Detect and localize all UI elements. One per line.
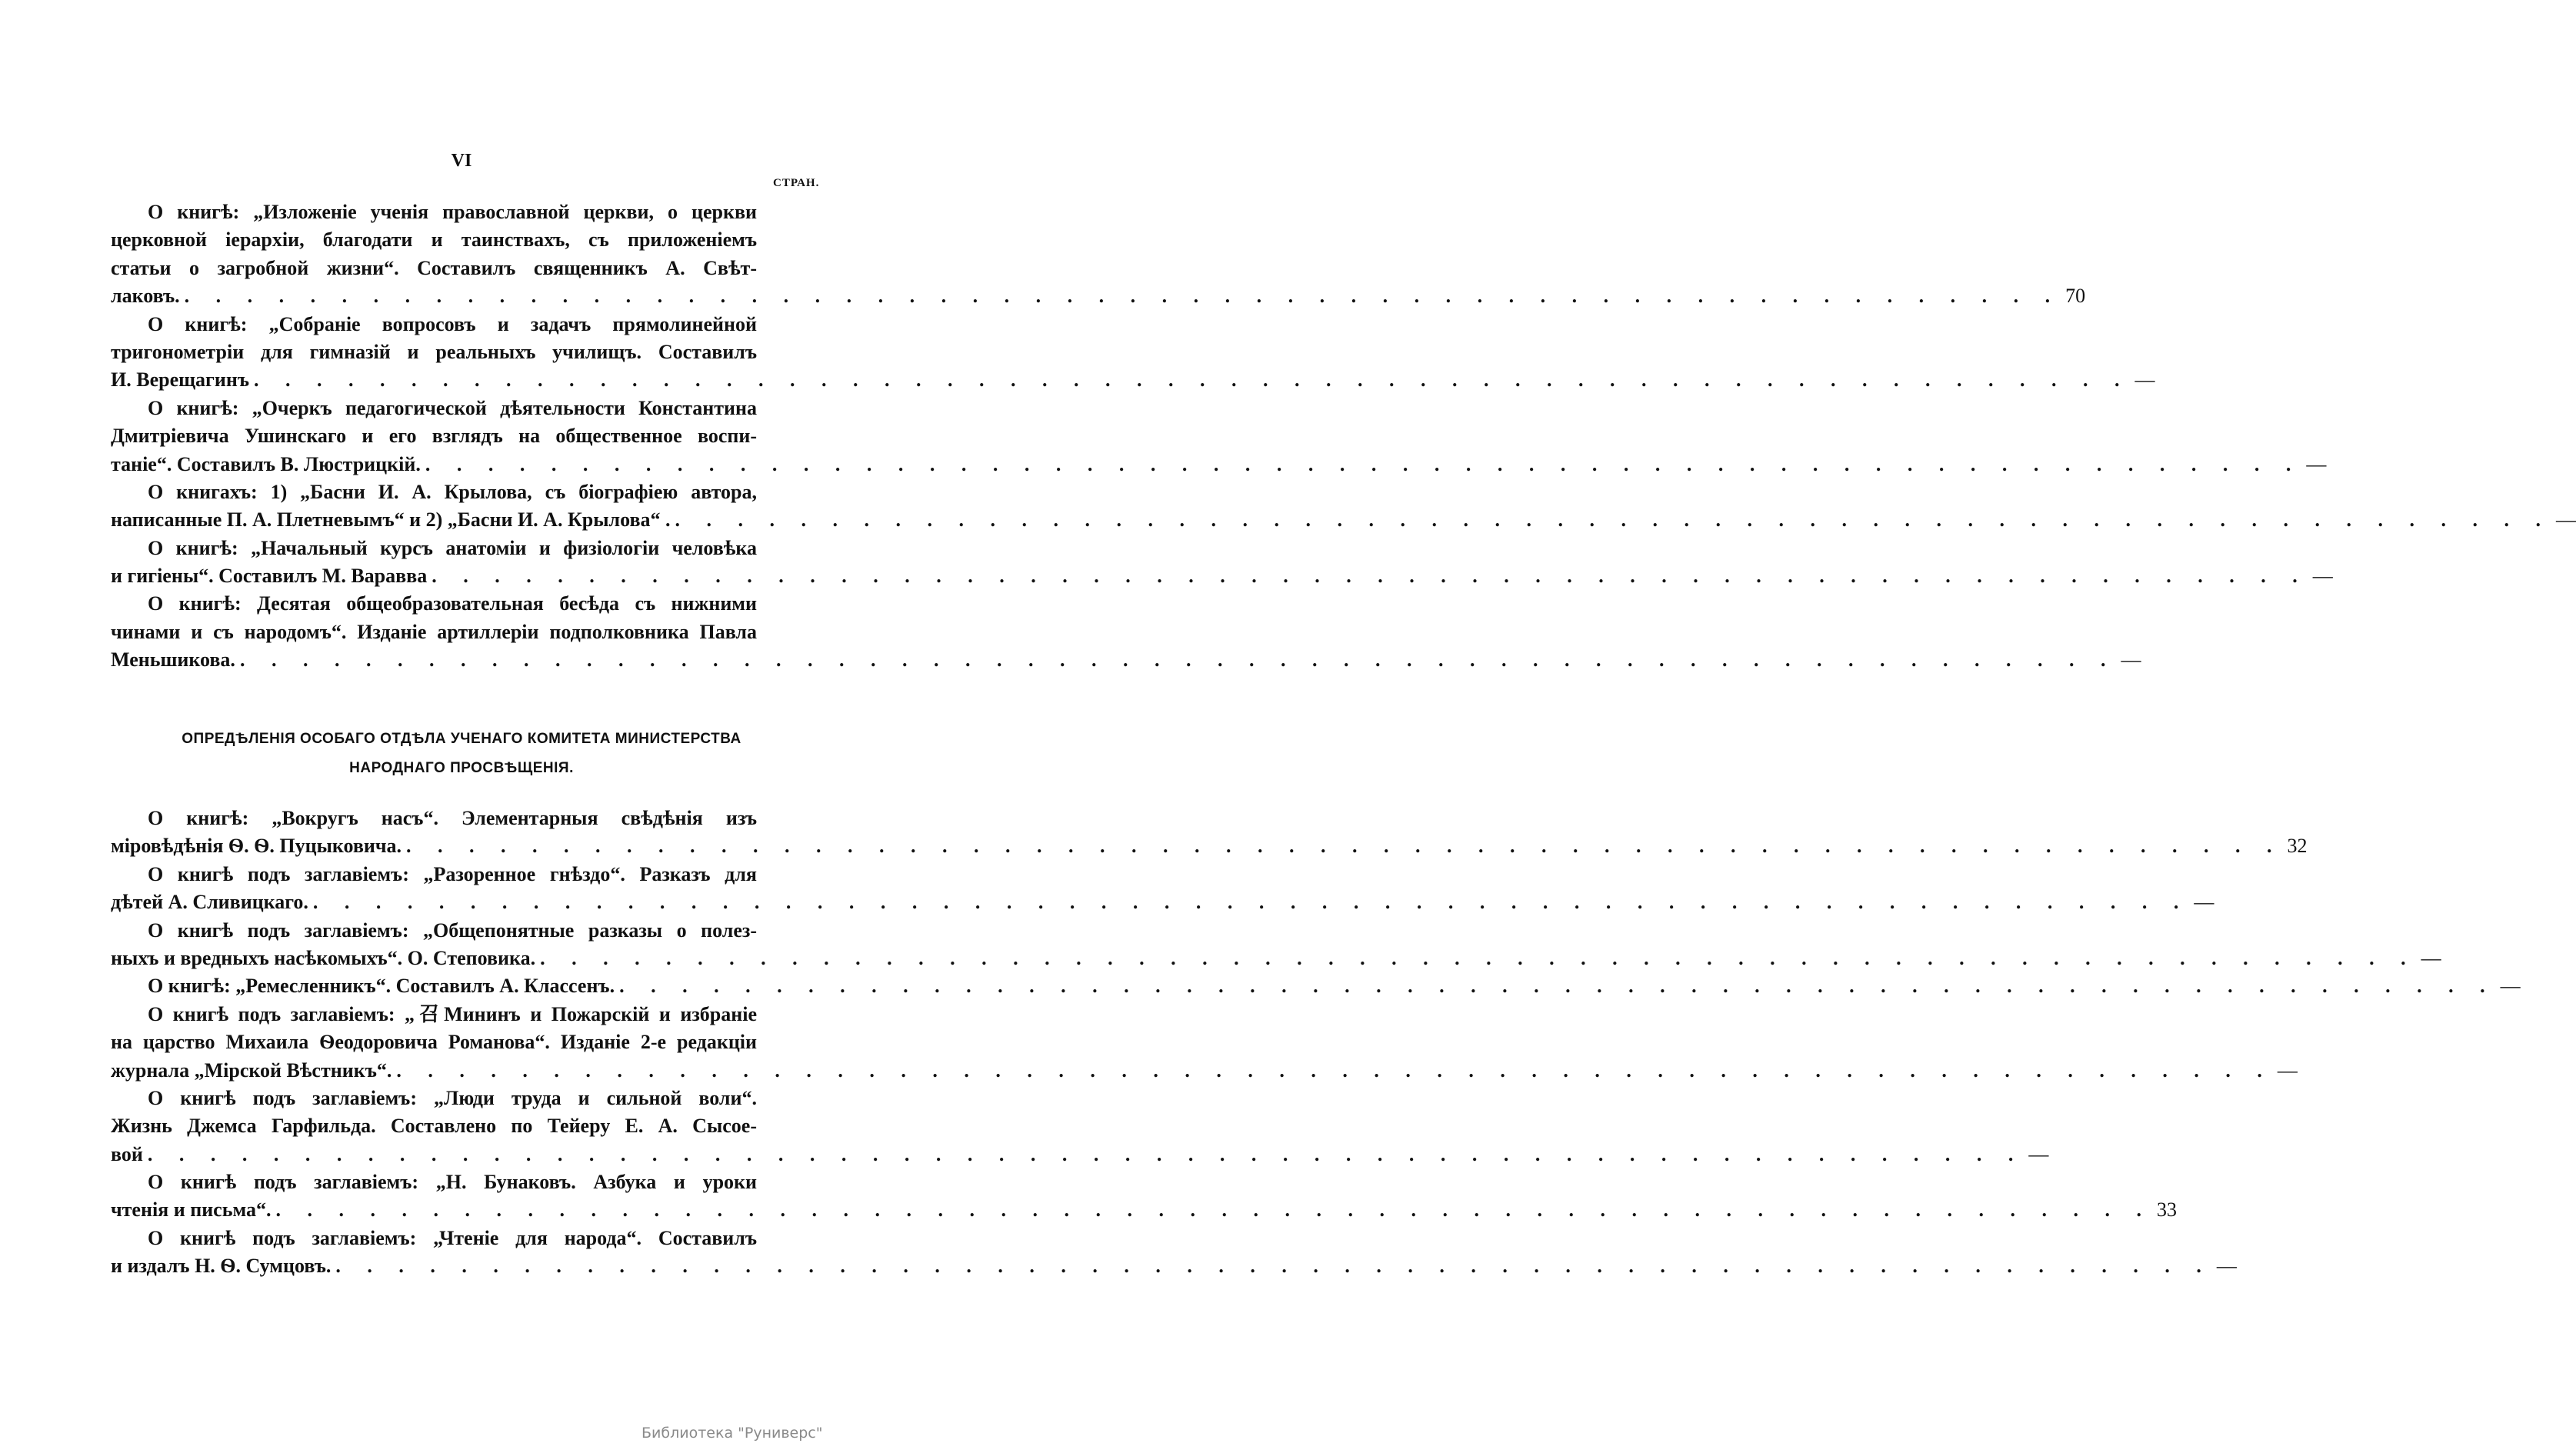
entry-last-line bbox=[111, 282, 2086, 310]
toc-entry bbox=[111, 198, 2086, 311]
leader-dots: . . . . . . . . . . . . . . . . . . . . . . . . . . . . . . . . . . . . . . . . . . . . . . . . . . . . . . . . . . . . bbox=[253, 368, 2131, 392]
leader-dots: . . . . . . . . . . . . . . . . . . . . . . . . . . . . . . . . . . . . . . . . . . . . . . . . . . . . . . . . . . . . bbox=[619, 975, 2496, 998]
entry-page-number: — bbox=[2556, 508, 2576, 532]
entry-text-line: О книгѣ: „Собраніе вопросовъ и задачъ прямолинейной bbox=[148, 312, 757, 335]
section2-heading-line1: ОПРЕДѢЛЕНІЯ ОСОБАГО ОТДѢЛА УЧЕНАГО КОМИТЕТА МИНИСТЕРСТВА bbox=[182, 731, 741, 747]
entry-last-line bbox=[111, 562, 2333, 590]
entry-text-line: О книгѣ подъ заглавіемъ: „召Мининъ и Пожарскій и избраніе bbox=[148, 1002, 757, 1025]
entry-text-line: Меньшикова. bbox=[111, 648, 235, 672]
entry-page-number: — bbox=[2500, 975, 2521, 998]
entry-page-number: — bbox=[2216, 1255, 2237, 1278]
entry-page-number: — bbox=[2421, 946, 2441, 969]
toc-entry bbox=[111, 917, 2441, 973]
entry-text-line: и гигіены“. Составилъ М. Варавва bbox=[111, 565, 428, 588]
leader-dots: . . . . . . . . . . . . . . . . . . . . . . . . . . . . . . . . . . . . . . . . . . . . . . . . . . . . . . . . . . . . bbox=[147, 1142, 2024, 1165]
page-column-header: СТРАН. bbox=[773, 177, 820, 189]
entry-last-line bbox=[111, 972, 2521, 1000]
entry-last-line bbox=[111, 366, 2155, 394]
toc-entry bbox=[111, 1001, 2298, 1085]
entry-last-line bbox=[111, 506, 2576, 534]
entry-page-number: — bbox=[2306, 452, 2327, 475]
toc-entry bbox=[111, 1168, 2178, 1225]
entry-text-line: лаковъ. bbox=[111, 285, 180, 308]
leader-dots: . . . . . . . . . . . . . . . . . . . . . . . . . . . . . . . . . . . . . . . . . . . . . . . . . . . . . . . . . . . . bbox=[239, 648, 2117, 672]
leader-dots: . . . . . . . . . . . . . . . . . . . . . . . . . . . . . . . . . . . . . . . . . . . . . . . . . . . . . . . . . . . . bbox=[425, 452, 2302, 475]
entry-text-line: міровѣдѣнія Ѳ. Ѳ. Пуцыковича. bbox=[111, 835, 402, 858]
section2-heading-line2: НАРОДНАГО ПРОСВѢЩЕНІЯ. bbox=[349, 760, 574, 776]
entry-last-line bbox=[111, 451, 2327, 478]
entry-text-line: ныхъ и вредныхъ насѣкомыхъ“. О. Степовика. bbox=[111, 946, 536, 969]
leader-dots: . . . . . . . . . . . . . . . . . . . . . . . . . . . . . . . . . . . . . . . . . . . . . . . . . . . . . . . . . . . . bbox=[540, 946, 2417, 969]
entry-text-line: таніе“. Составилъ В. Люстрицкій. bbox=[111, 452, 421, 475]
entry-text-line: О книгѣ: „Ремесленникъ“. Составилъ А. Классенъ. bbox=[148, 975, 615, 998]
entry-text-line: на царство Михаила Ѳеодоровича Романова“. Изданіе 2-е редакціи bbox=[111, 1031, 757, 1054]
entry-text-line: Жизнь Джемса Гарфильда. Составлено по Тейеру Е. А. Сысое- bbox=[111, 1115, 757, 1138]
entry-text-line: Дмитріевича Ушинскаго и его взглядъ на общественное воспи- bbox=[111, 425, 757, 448]
entry-page-number: — bbox=[2277, 1058, 2298, 1082]
entry-last-line bbox=[111, 1141, 2049, 1168]
entry-text-line: церковной іерархіи, благодати и таинствахъ, съ приложеніемъ bbox=[111, 228, 757, 252]
leader-dots: . . . . . . . . . . . . . . . . . . . . . . . . . . . . . . . . . . . . . . . . . . . . . . . . . . . . . . . . . . . . bbox=[312, 891, 2190, 914]
entry-page-number: 33 bbox=[2157, 1198, 2178, 1222]
entry-text-line: чинами и съ народомъ“. Изданіе артиллеріи подполковника Павла bbox=[111, 620, 757, 643]
entry-last-line bbox=[111, 646, 2141, 674]
toc-entry bbox=[111, 590, 2141, 674]
toc-entry bbox=[111, 311, 2155, 395]
leader-dots: . . . . . . . . . . . . . . . . . . . . . . . . . . . . . . . . . . . . . . . . . . . . . . . . . . . . . . . . . . . . bbox=[406, 835, 2283, 858]
entry-text-line: и издалъ Н. Ѳ. Сумцовъ. bbox=[111, 1255, 332, 1278]
entry-text-line: О книгахъ: 1) „Басни И. А. Крылова, съ біографіею автора, bbox=[148, 480, 757, 503]
entry-text-line: статьи о загробной жизни“. Составилъ священникъ А. Свѣт- bbox=[111, 256, 757, 279]
entry-page-number: — bbox=[2194, 891, 2214, 914]
entry-text-line: О книгѣ подъ заглавіемъ: „Общепонятные разказы о полез- bbox=[148, 918, 757, 942]
entry-text-line: тригонометріи для гимназій и реальныхъ училищъ. Составилъ bbox=[111, 340, 757, 363]
entry-text-line: журнала „Мірской Вѣстникъ“. bbox=[111, 1058, 392, 1082]
entry-text-line: И. Верещагинъ bbox=[111, 368, 249, 392]
entry-last-line bbox=[111, 1057, 2298, 1085]
toc-entry bbox=[111, 1225, 2237, 1281]
toc-entry bbox=[111, 478, 2576, 535]
leader-dots: . . . . . . . . . . . . . . . . . . . . . . . . . . . . . . . . . . . . . . . . . . . . . . . . . . . . . . . . . . . . bbox=[432, 565, 2308, 588]
entry-page-number: 70 bbox=[2065, 285, 2086, 308]
section1-entries bbox=[111, 198, 2576, 675]
entry-text-line: дѣтей А. Сливицкаго. bbox=[111, 891, 308, 914]
entry-last-line bbox=[111, 832, 2308, 860]
entry-text-line: О книгѣ: „Начальный курсъ анатоміи и физіологіи человѣка bbox=[148, 536, 757, 559]
entry-page-number: — bbox=[2121, 648, 2141, 672]
toc-entry bbox=[111, 972, 2521, 1000]
toc-entry bbox=[111, 805, 2308, 861]
leader-dots: . . . . . . . . . . . . . . . . . . . . . . . . . . . . . . . . . . . . . . . . . . . . . . . . . . . . . . . . . . . . bbox=[675, 508, 2552, 532]
entry-text-line: О книгѣ подъ заглавіемъ: „Чтеніе для народа“. Составилъ bbox=[148, 1226, 757, 1249]
entry-text-line: написанные П. А. Плетневымъ“ и 2) „Басни И. А. Крылова“ . bbox=[111, 508, 671, 532]
leader-dots: . . . . . . . . . . . . . . . . . . . . . . . . . . . . . . . . . . . . . . . . . . . . . . . . . . . . . . . . . . . . bbox=[275, 1198, 2153, 1222]
page-number: VI bbox=[451, 151, 472, 171]
entry-page-number: — bbox=[2134, 368, 2155, 392]
entry-text-line: О книгѣ подъ заглавіемъ: „Люди труда и сильной воли“. bbox=[148, 1086, 757, 1109]
entry-last-line bbox=[111, 945, 2441, 972]
toc-entry bbox=[111, 535, 2333, 591]
leader-dots: . . . . . . . . . . . . . . . . . . . . . . . . . . . . . . . . . . . . . . . . . . . . . . . . . . . . . . . . . . . . bbox=[396, 1058, 2273, 1082]
entry-last-line bbox=[111, 888, 2214, 916]
toc-entry bbox=[111, 861, 2214, 917]
entry-text-line: О книгѣ: „Изложеніе ученія православной церкви, о церкви bbox=[148, 201, 757, 223]
toc-entry bbox=[111, 395, 2327, 478]
entry-page-number: — bbox=[2312, 565, 2333, 588]
entry-text-line: О книгѣ: Десятая общеобразовательная бесѣда съ нижними bbox=[148, 592, 757, 615]
entry-last-line bbox=[111, 1196, 2178, 1224]
toc-entry bbox=[111, 1085, 2049, 1168]
entry-text-line: чтенія и письма“. bbox=[111, 1198, 272, 1222]
entry-text-line: вой bbox=[111, 1142, 143, 1165]
section2-entries bbox=[111, 805, 2521, 1281]
library-watermark: Библиотека "Руниверс" bbox=[642, 1425, 823, 1442]
entry-text-line: О книгѣ: „Вокругъ насъ“. Элементарныя свѣдѣнія изъ bbox=[148, 807, 757, 829]
entry-last-line bbox=[111, 1252, 2237, 1280]
entry-page-number: 32 bbox=[2287, 835, 2308, 858]
entry-text-line: О книгѣ подъ заглавіемъ: „Разоренное гнѣздо“. Разказъ для bbox=[148, 862, 757, 885]
leader-dots: . . . . . . . . . . . . . . . . . . . . . . . . . . . . . . . . . . . . . . . . . . . . . . . . . . . . . . . . . . . . bbox=[335, 1255, 2212, 1278]
entry-text-line: О книгѣ подъ заглавіемъ: „Н. Бунаковъ. Азбука и уроки bbox=[148, 1171, 757, 1194]
entry-text-line: О книгѣ: „Очеркъ педагогической дѣятельности Константина bbox=[148, 396, 757, 419]
leader-dots: . . . . . . . . . . . . . . . . . . . . . . . . . . . . . . . . . . . . . . . . . . . . . . . . . . . . . . . . . . . . bbox=[184, 285, 2061, 308]
entry-page-number: — bbox=[2028, 1142, 2049, 1165]
